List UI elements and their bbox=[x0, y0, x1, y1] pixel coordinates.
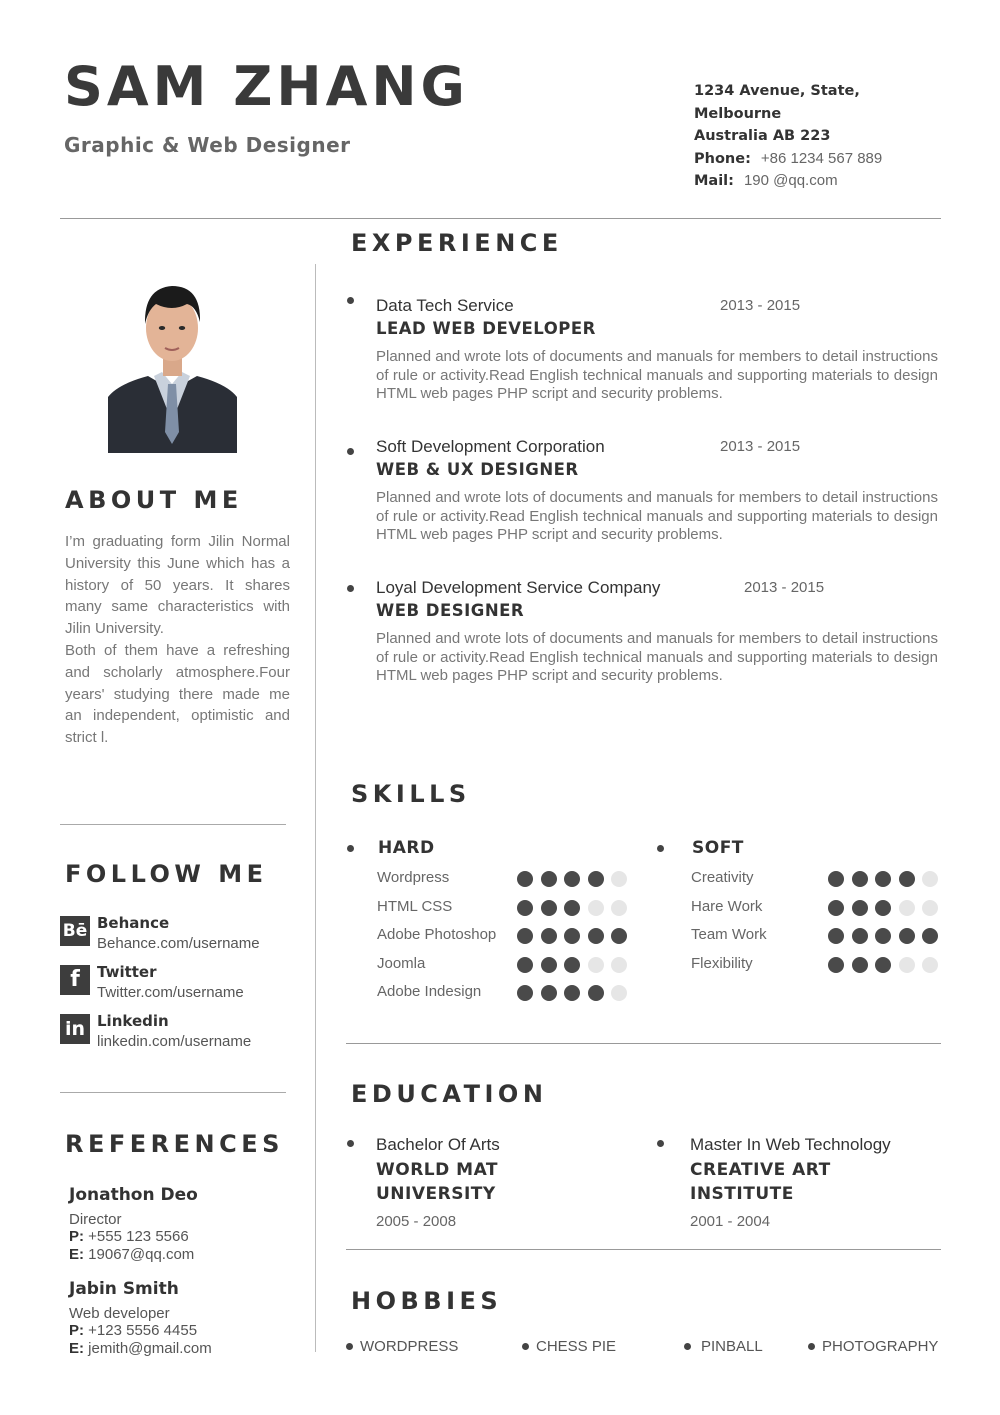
skill-row bbox=[660, 954, 950, 982]
follow-url[interactable]: linkedin.com/username bbox=[97, 1033, 252, 1050]
school-line: UNIVERSITY bbox=[376, 1184, 496, 1204]
job-company: Data Tech Service bbox=[376, 296, 514, 315]
rating-dot-filled bbox=[875, 900, 891, 916]
email-label: E: bbox=[69, 1245, 84, 1263]
reference-title: Director bbox=[69, 1210, 122, 1228]
education-years: 2005 - 2008 bbox=[376, 1213, 457, 1230]
skill-row bbox=[660, 868, 950, 896]
skill-row bbox=[346, 982, 636, 1010]
hobby-item bbox=[346, 1338, 486, 1358]
header-divider bbox=[60, 218, 941, 219]
column-divider bbox=[315, 264, 316, 1352]
rating-dot-empty bbox=[611, 985, 627, 1001]
skill-rating bbox=[517, 928, 627, 944]
rating-dot-empty bbox=[922, 957, 938, 973]
job-description: Planned and wrote lots of documents and manuals for members to detail instructions of rule or activity.Read English technical manuals and supporting materials to design HTML web pages PHP script and security problems. bbox=[376, 348, 938, 402]
job-title: LEAD WEB DEVELOPER bbox=[376, 319, 596, 338]
education-degree: Bachelor Of Arts bbox=[376, 1135, 500, 1154]
rating-dot-filled bbox=[541, 957, 557, 973]
job-item bbox=[346, 296, 940, 416]
rating-dot-filled bbox=[541, 928, 557, 944]
hard-skills-list bbox=[346, 868, 636, 1013]
hobby-item bbox=[684, 1338, 794, 1358]
skill-label: Team Work bbox=[691, 926, 767, 943]
job-years: 2013 - 2015 bbox=[720, 438, 801, 455]
address-line: 1234 Avenue, State, bbox=[694, 83, 860, 99]
rating-dot-filled bbox=[828, 900, 844, 916]
bullet-icon bbox=[684, 1343, 691, 1350]
rating-dot-filled bbox=[852, 928, 868, 944]
rating-dot-filled bbox=[541, 871, 557, 887]
job-years: 2013 - 2015 bbox=[720, 297, 801, 314]
rating-dot-filled bbox=[588, 985, 604, 1001]
reference-name: Jabin Smith bbox=[69, 1279, 179, 1299]
reference-item bbox=[69, 1187, 299, 1263]
rating-dot-filled bbox=[541, 900, 557, 916]
follow-name: Behance bbox=[97, 914, 170, 932]
hobby-label: PHOTOGRAPHY bbox=[822, 1338, 939, 1355]
rating-dot-empty bbox=[611, 957, 627, 973]
about-text: I’m graduating form Jilin Normal University this June which has a history of 50 years. It shares many same characteristics with Jilin University. Both of them have a refreshing and scholarly atmosphere.Four years' studying there made me an independent, optimistic and strict l. bbox=[65, 533, 290, 747]
follow-url[interactable]: Twitter.com/username bbox=[97, 984, 244, 1001]
rating-dot-filled bbox=[828, 957, 844, 973]
rating-dot-empty bbox=[611, 900, 627, 916]
rating-dot-filled bbox=[875, 871, 891, 887]
phone-value: +86 1234 567 889 bbox=[760, 149, 883, 167]
bullet-icon bbox=[347, 1140, 354, 1147]
bullet-icon bbox=[347, 845, 354, 852]
education-school bbox=[376, 1158, 576, 1206]
school-line: WORLD MAT bbox=[376, 1160, 499, 1180]
skill-rating bbox=[828, 928, 938, 944]
rating-dot-filled bbox=[588, 871, 604, 887]
skill-label: Wordpress bbox=[377, 869, 450, 886]
bullet-icon bbox=[347, 297, 354, 304]
rating-dot-filled bbox=[852, 900, 868, 916]
skills-title: SKILLS bbox=[351, 780, 471, 808]
section-divider bbox=[346, 1043, 941, 1044]
school-line: INSTITUTE bbox=[690, 1184, 794, 1204]
section-divider bbox=[346, 1249, 941, 1250]
rating-dot-filled bbox=[517, 957, 533, 973]
bullet-icon bbox=[808, 1343, 815, 1350]
skill-rating bbox=[517, 871, 627, 887]
rating-dot-filled bbox=[564, 900, 580, 916]
rating-dot-filled bbox=[922, 928, 938, 944]
references-title: REFERENCES bbox=[65, 1130, 284, 1158]
follow-title: FOLLOW ME bbox=[65, 860, 268, 888]
education-item bbox=[346, 1135, 646, 1235]
skill-rating bbox=[517, 900, 627, 916]
about-title: ABOUT ME bbox=[65, 486, 243, 514]
bullet-icon bbox=[657, 845, 664, 852]
rating-dot-filled bbox=[852, 957, 868, 973]
resume-role: Graphic & Web Designer bbox=[64, 133, 351, 157]
rating-dot-filled bbox=[588, 928, 604, 944]
rating-dot-filled bbox=[875, 957, 891, 973]
skill-row bbox=[346, 925, 636, 953]
skill-rating bbox=[828, 957, 938, 973]
rating-dot-filled bbox=[564, 928, 580, 944]
rating-dot-filled bbox=[517, 871, 533, 887]
phone-label: P: bbox=[69, 1228, 84, 1245]
rating-dot-empty bbox=[899, 900, 915, 916]
rating-dot-filled bbox=[899, 871, 915, 887]
skill-rating bbox=[517, 985, 627, 1001]
email-label: E: bbox=[69, 1339, 84, 1357]
bullet-icon bbox=[522, 1343, 529, 1350]
email-value: jemith@gmail.com bbox=[88, 1339, 212, 1357]
job-title: WEB DESIGNER bbox=[376, 601, 525, 620]
job-company: Soft Development Corporation bbox=[376, 437, 605, 456]
reference-title: Web developer bbox=[69, 1304, 170, 1322]
twitter-icon: f bbox=[60, 965, 90, 995]
rating-dot-filled bbox=[611, 928, 627, 944]
contact-block bbox=[694, 80, 882, 193]
hobby-item bbox=[522, 1338, 662, 1358]
rating-dot-filled bbox=[517, 900, 533, 916]
phone-value: +123 5556 4455 bbox=[88, 1322, 198, 1339]
reference-phone bbox=[69, 1228, 299, 1246]
skill-row bbox=[346, 868, 636, 896]
education-title: EDUCATION bbox=[351, 1080, 548, 1108]
reference-item bbox=[69, 1281, 299, 1357]
follow-twitter[interactable] bbox=[60, 965, 300, 1005]
reference-email bbox=[69, 1246, 299, 1264]
skill-label: Creativity bbox=[691, 869, 754, 886]
rating-dot-empty bbox=[588, 957, 604, 973]
rating-dot-filled bbox=[541, 985, 557, 1001]
school-line: CREATIVE ART bbox=[690, 1160, 831, 1180]
behance-icon: Bē bbox=[60, 916, 90, 946]
follow-name: Twitter bbox=[97, 963, 157, 981]
reference-name: Jonathon Deo bbox=[69, 1185, 198, 1205]
sidebar-divider bbox=[60, 824, 286, 825]
education-school bbox=[690, 1158, 890, 1206]
rating-dot-empty bbox=[922, 900, 938, 916]
rating-dot-filled bbox=[828, 928, 844, 944]
phone-value: +555 123 5566 bbox=[88, 1228, 189, 1245]
job-description: Planned and wrote lots of documents and manuals for members to detail instructions of rule or activity.Read English technical manuals and supporting materials to design HTML web pages PHP script and security problems. bbox=[376, 489, 938, 543]
skill-rating bbox=[828, 871, 938, 887]
rating-dot-filled bbox=[517, 985, 533, 1001]
rating-dot-filled bbox=[564, 957, 580, 973]
skill-label: Adobe Indesign bbox=[377, 983, 482, 1000]
education-degree: Master In Web Technology bbox=[690, 1135, 891, 1154]
mail-line bbox=[694, 170, 882, 193]
hard-skills-title: HARD bbox=[378, 838, 435, 858]
rating-dot-empty bbox=[611, 871, 627, 887]
follow-name: Linkedin bbox=[97, 1012, 169, 1030]
rating-dot-filled bbox=[852, 871, 868, 887]
rating-dot-filled bbox=[899, 928, 915, 944]
email-value: 19067@qq.com bbox=[88, 1245, 195, 1263]
skill-row bbox=[346, 954, 636, 982]
follow-behance[interactable] bbox=[60, 916, 300, 956]
phone-line bbox=[694, 148, 882, 171]
mail-value: 190 @qq.com bbox=[743, 172, 838, 189]
hobby-label: CHESS PIE bbox=[536, 1338, 617, 1355]
profile-photo bbox=[108, 272, 237, 453]
resume-name: SAM ZHANG bbox=[64, 55, 469, 118]
skill-row bbox=[660, 925, 950, 953]
phone-label: Phone: bbox=[694, 150, 751, 167]
job-item bbox=[346, 437, 940, 557]
linkedin-icon: in bbox=[60, 1014, 90, 1044]
hobby-item bbox=[808, 1338, 943, 1358]
job-title: WEB & UX DESIGNER bbox=[376, 460, 579, 479]
education-years: 2001 - 2004 bbox=[690, 1213, 771, 1230]
rating-dot-empty bbox=[899, 957, 915, 973]
experience-title: EXPERIENCE bbox=[351, 229, 563, 257]
skill-label: Joomla bbox=[377, 954, 426, 972]
skill-rating bbox=[517, 957, 627, 973]
rating-dot-filled bbox=[875, 928, 891, 944]
job-item bbox=[346, 578, 940, 698]
hobby-label: WORDPRESS bbox=[360, 1338, 459, 1355]
hobby-label: PINBALL bbox=[701, 1338, 763, 1355]
sidebar-divider bbox=[60, 1092, 286, 1093]
skill-row bbox=[660, 897, 950, 925]
education-item bbox=[660, 1135, 960, 1235]
rating-dot-empty bbox=[588, 900, 604, 916]
job-years: 2013 - 2015 bbox=[744, 579, 825, 596]
bullet-icon bbox=[347, 585, 354, 592]
rating-dot-filled bbox=[517, 928, 533, 944]
rating-dot-filled bbox=[828, 871, 844, 887]
soft-skills-title: SOFT bbox=[692, 838, 744, 858]
reference-phone bbox=[69, 1322, 299, 1340]
skill-label: Flexibility bbox=[691, 954, 753, 972]
bullet-icon bbox=[347, 448, 354, 455]
bullet-icon bbox=[657, 1140, 664, 1147]
soft-skills-list bbox=[660, 868, 950, 988]
mail-label: Mail: bbox=[694, 173, 734, 189]
skill-label: Adobe Photoshop bbox=[377, 926, 497, 943]
bullet-icon bbox=[346, 1343, 353, 1350]
job-company: Loyal Development Service Company bbox=[376, 578, 661, 597]
follow-linkedin[interactable] bbox=[60, 1014, 300, 1054]
skill-rating bbox=[828, 900, 938, 916]
phone-label: P: bbox=[69, 1322, 84, 1339]
rating-dot-filled bbox=[564, 985, 580, 1001]
skill-row bbox=[346, 897, 636, 925]
address-line: Melbourne bbox=[694, 105, 782, 122]
hobbies-title: HOBBIES bbox=[351, 1287, 503, 1315]
follow-url[interactable]: Behance.com/username bbox=[97, 935, 260, 952]
job-description: Planned and wrote lots of documents and manuals for members to detail instructions of rule or activity.Read English technical manuals and supporting materials to design HTML web pages PHP script and security problems. bbox=[376, 630, 938, 684]
address-line: Australia AB 223 bbox=[694, 128, 831, 144]
skill-label: HTML CSS bbox=[377, 897, 453, 915]
rating-dot-filled bbox=[564, 871, 580, 887]
rating-dot-empty bbox=[922, 871, 938, 887]
skill-label: Hare Work bbox=[691, 897, 763, 915]
reference-email bbox=[69, 1340, 299, 1358]
